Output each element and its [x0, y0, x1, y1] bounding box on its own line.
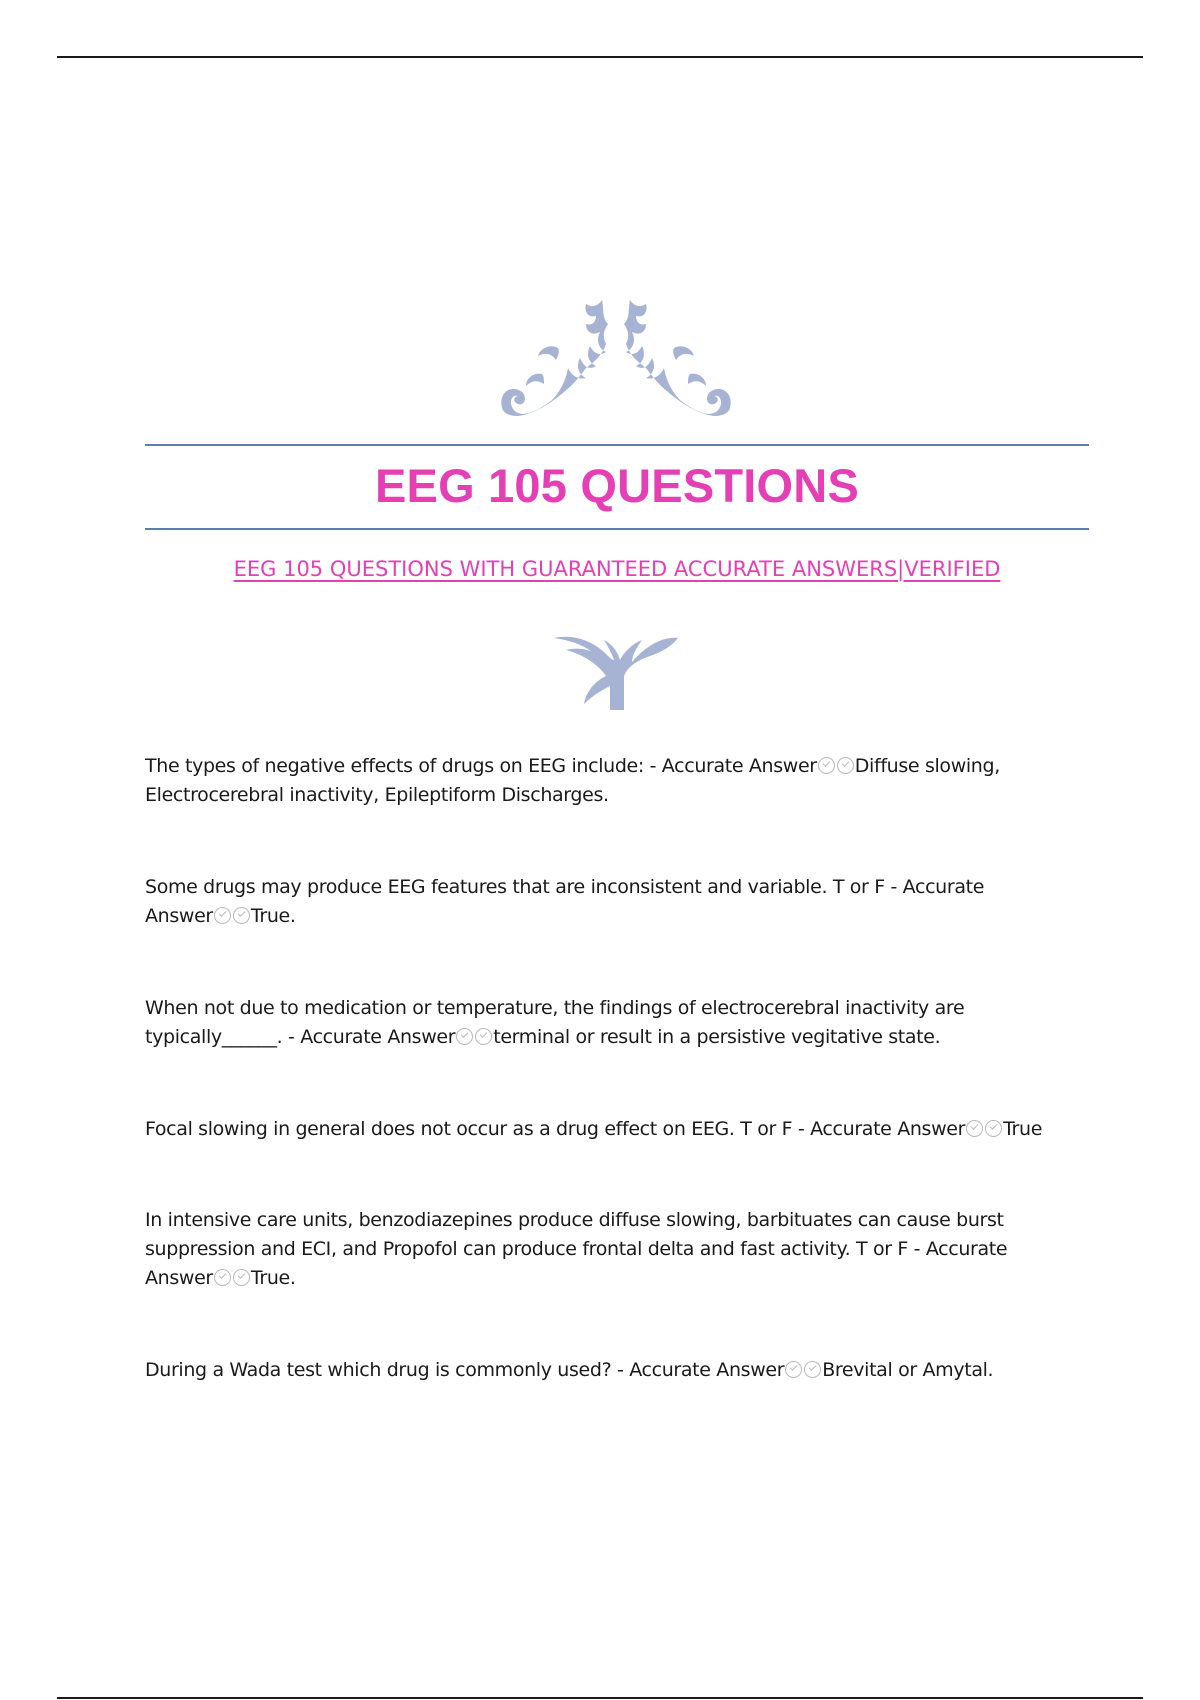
- title-top-rule: [145, 444, 1089, 446]
- check-circle-icon: [985, 1120, 1002, 1137]
- check-circle-icon: [837, 757, 854, 774]
- question-text: Focal slowing in general does not occur as a drug effect on EEG. T or F - Accurate Answer: [145, 1118, 966, 1140]
- question-text: The types of negative effects of drugs on EEG include: - Accurate Answer: [145, 755, 817, 777]
- flourish-ornament-icon: [498, 296, 734, 424]
- answer-text: True.: [250, 1267, 296, 1289]
- check-circle-icon: [214, 1269, 231, 1286]
- question-text: In intensive care units, benzodiazepines produce diffuse slowing, barbituates can cause burst suppression and ECI, and Propofol can produce frontal delta and fast activity. T or F - Accurate Answer: [145, 1209, 1008, 1289]
- qa-item: [145, 994, 1045, 1052]
- check-circle-icon: [233, 1269, 250, 1286]
- page-bottom-rule: [57, 1697, 1143, 1699]
- answer-text: Diffuse slowing, Electrocerebral inactivity, Epileptiform Discharges.: [145, 755, 1000, 806]
- question-text: Some drugs may produce EEG features that are inconsistent and variable. T or F - Accurate Answer: [145, 876, 985, 927]
- page-top-rule: [57, 56, 1143, 58]
- qa-list: [145, 752, 1045, 1447]
- answer-text: True.: [250, 905, 296, 927]
- qa-item: [145, 873, 1045, 931]
- question-text: During a Wada test which drug is commonly used? - Accurate Answer: [145, 1359, 785, 1381]
- check-circle-icon: [804, 1361, 821, 1378]
- question-text: When not due to medication or temperature, the findings of electrocerebral inactivity are typically______. - Accurate Answer: [145, 997, 965, 1048]
- qa-item: [145, 1115, 1045, 1144]
- qa-item: [145, 1206, 1045, 1293]
- document-title: EEG 105 QUESTIONS: [374, 459, 859, 512]
- check-circle-icon: [233, 907, 250, 924]
- fleuron-ornament-icon: [552, 630, 680, 712]
- document-subtitle: EEG 105 QUESTIONS WITH GUARANTEED ACCURATE ANSWERS|VERIFIED: [233, 557, 1001, 581]
- qa-item: [145, 1356, 1045, 1385]
- answer-text: Brevital or Amytal.: [822, 1359, 994, 1381]
- answer-text: terminal or result in a persistive vegitative state.: [493, 1026, 941, 1048]
- answer-text: True: [1003, 1118, 1043, 1140]
- check-circle-icon: [475, 1028, 492, 1045]
- title-bottom-rule: [145, 528, 1089, 530]
- check-circle-icon: [456, 1028, 473, 1045]
- check-circle-icon: [818, 757, 835, 774]
- qa-item: [145, 752, 1045, 810]
- check-circle-icon: [966, 1120, 983, 1137]
- check-circle-icon: [785, 1361, 802, 1378]
- check-circle-icon: [214, 907, 231, 924]
